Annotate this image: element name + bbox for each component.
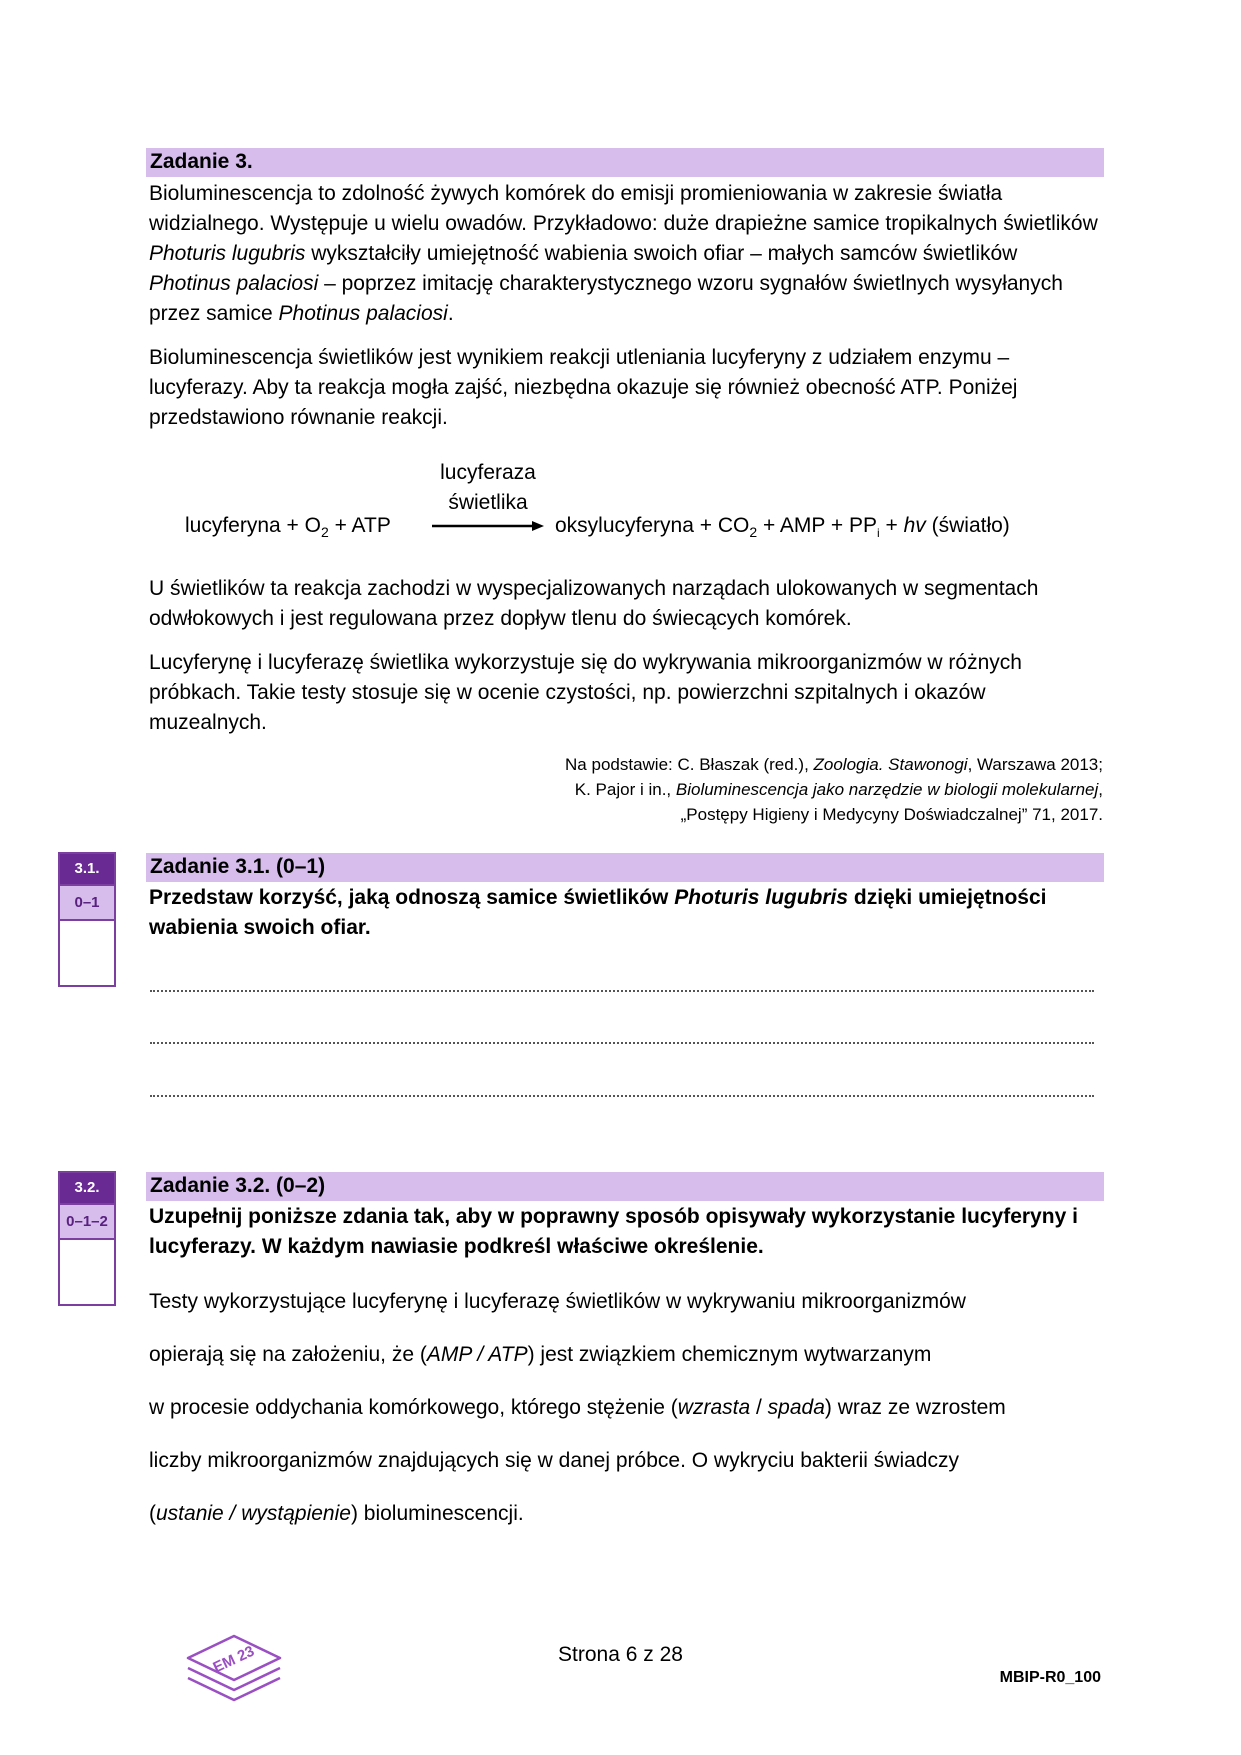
source-line-1 (565, 752, 1103, 777)
src-l2a: K. Pajor i in., (574, 780, 676, 799)
answer-line-1[interactable] (150, 988, 1094, 992)
p1-species-2: Photinus palaciosi (149, 272, 319, 295)
equation-right (555, 514, 1010, 538)
task3-paragraph-1 (149, 179, 1099, 329)
score-id: 3.2. (60, 1173, 114, 1203)
task32-instruction: Uzupełnij poniższe zdania tak, aby w poprawny sposób opisywały wykorzystanie lucyferyny i lucyferazy. W każdym nawiasie podkreśl właściwe określenie. (149, 1205, 1078, 1258)
option-amp-atp[interactable]: AMP / ATP (426, 1343, 528, 1366)
task31-instruction (149, 883, 1049, 943)
src-l2b: Bioluminescencja jako narzędzie w biologii molekularnej (675, 780, 1099, 799)
src-l1a: Na podstawie: C. Błaszak (red.), (565, 755, 814, 774)
task32-line-4: liczby mikroorganizmów znajdujących się w danej próbce. O wykryciu bakterii świadczy (149, 1449, 959, 1472)
score-box-3-2 (58, 1171, 116, 1306)
right-c: + (879, 514, 904, 537)
l2c: ) jest związkiem chemicznym wytwarzanym (527, 1343, 932, 1366)
option-wzrasta[interactable]: wzrasta (677, 1396, 751, 1419)
task32-header: Zadanie 3.2. (0–2) (150, 1174, 326, 1197)
task32-header-bar (146, 1172, 1104, 1201)
task3-paragraph-4: Lucyferynę i lucyferazę świetlika wykorzystuje się do wykrywania mikroorganizmów w różnych próbkach. Takie testy stosuje się w ocenie czystości, np. powierzchni szpitalnych i okazów muzealnych. (149, 651, 1022, 734)
answer-line-3[interactable] (150, 1093, 1094, 1097)
instr-c: dzięki umiejętności wabienia swoich ofiar. (149, 886, 1047, 939)
option-ustanie-wystapienie[interactable]: ustanie / wystąpienie (156, 1502, 351, 1525)
l3a: w procesie oddychania komórkowego, którego stężenie ( (149, 1396, 678, 1419)
score-id: 3.1. (60, 854, 114, 884)
right-hv: hv (903, 514, 926, 537)
instr-species: Photuris lugubris (674, 886, 849, 909)
left-b: + ATP (328, 514, 391, 537)
p1-text-c: wykształciły umiejętność wabienia swoich ofiar – małych samców świetlików (305, 242, 1018, 265)
reaction-arrow-icon (432, 519, 544, 533)
l3c: / (750, 1396, 768, 1419)
right-sub2: i (876, 526, 880, 540)
l5a: ( (149, 1502, 156, 1525)
p1-text-e: – poprzez imitację charakterystycznego wzoru sygnałów świetlnych wysyłanych przez samice (149, 272, 1063, 325)
source-citation (565, 752, 1103, 827)
right-b: + AMP + PP (757, 514, 877, 537)
right-sub: 2 (749, 524, 758, 540)
score-box-3-1 (58, 852, 116, 987)
right-d: (światło) (925, 514, 1010, 537)
task3-paragraph-2: Bioluminescencja świetlików jest wynikiem reakcji utleniania lucyferyny z udziałem enzymu – lucyferazy. Aby ta reakcja mogła zajść, niezbędna okazuje się również obecność ATP. Poniżej przedstawiono równanie reakcji. (149, 346, 1018, 429)
l3e: ) wraz ze wzrostem (824, 1396, 1006, 1419)
answer-line-2[interactable] (150, 1040, 1094, 1044)
task31-header: Zadanie 3.1. (0–1) (150, 855, 326, 878)
task3-header-bar (146, 148, 1104, 177)
p1-text-g: . (447, 302, 454, 325)
left-sub: 2 (320, 524, 329, 540)
score-field (60, 919, 114, 985)
task31-header-bar (146, 853, 1104, 882)
page-number: Strona 6 z 28 (558, 1643, 683, 1666)
task3-header: Zadanie 3. (150, 150, 253, 173)
logo-text: EM 23 (210, 1642, 258, 1677)
enzyme-line-1: lucyferaza (440, 461, 536, 484)
src-l1c: , Warszawa 2013; (967, 755, 1103, 774)
left-a: lucyferyna + O (185, 514, 321, 537)
l2a: opierają się na założeniu, że ( (149, 1343, 427, 1366)
equation-left (185, 514, 391, 538)
task32-line-2 (149, 1340, 1099, 1370)
score-field (60, 1238, 114, 1304)
src-l2c: , (1098, 780, 1103, 799)
right-a: oksylucyferyna + CO (555, 514, 750, 537)
task32-line-3 (149, 1393, 1099, 1423)
exam-code: MBIP-R0_100 (999, 1669, 1101, 1686)
p1-species-1: Photuris lugubris (149, 242, 306, 265)
source-line-3: „Postępy Higieny i Medycyny Doświadczalnej” 71, 2017. (680, 805, 1103, 824)
task3-paragraph-3: U świetlików ta reakcja zachodzi w wyspecjalizowanych narządach ulokowanych w segmentach odwłokowych i jest regulowana przez dopływ tlenu do świecących komórek. (149, 577, 1039, 630)
instr-a: Przedstaw korzyść, jaką odnoszą samice świetlików (149, 886, 675, 909)
l5c: ) bioluminescencji. (350, 1502, 524, 1525)
task32-line-5 (149, 1499, 1099, 1529)
p1-text-a: Bioluminescencja to zdolność żywych komórek do emisji promieniowania w zakresie światła widzialnego. Występuje u wielu owadów. Przykładowo: duże drapieżne samice tropikalnych świetlików (149, 182, 1098, 235)
source-line-2 (565, 777, 1103, 802)
option-spada[interactable]: spada (767, 1396, 825, 1419)
score-range: 0–1 (60, 884, 114, 919)
task32-line-1: Testy wykorzystujące lucyferynę i lucyferazę świetlików w wykrywaniu mikroorganizmów (149, 1290, 966, 1313)
score-range: 0–1–2 (60, 1203, 114, 1238)
enzyme-line-2: świetlika (448, 491, 528, 514)
p1-species-3: Photinus palaciosi (278, 302, 448, 325)
enzyme-label (434, 458, 542, 518)
src-l1b: Zoologia. Stawonogi (813, 755, 968, 774)
